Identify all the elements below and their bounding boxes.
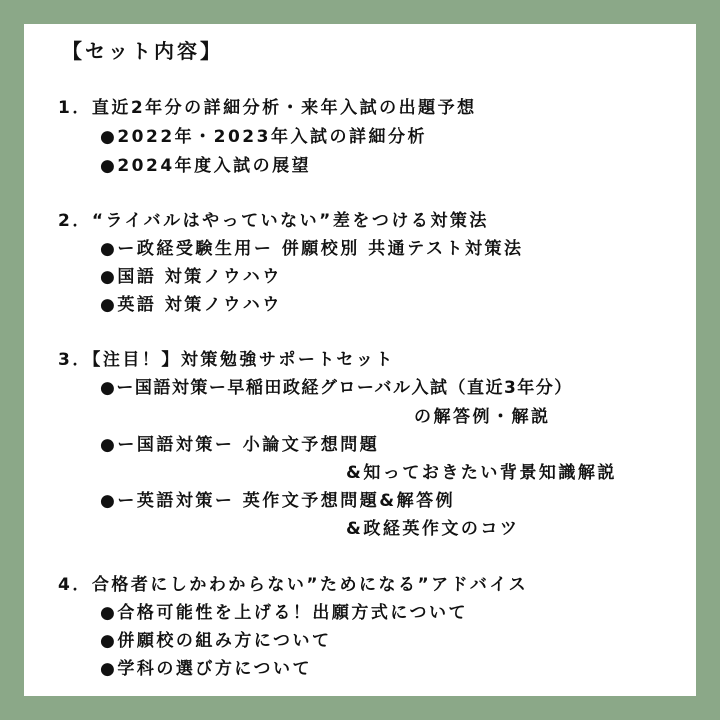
list-item: ●2022年・2023年入試の詳細分析 bbox=[100, 127, 427, 147]
section-2-heading: 2．“ライバルはやっていない”差をつける対策法 bbox=[58, 211, 489, 231]
list-item-continuation: の解答例・解説 bbox=[414, 407, 551, 427]
section-4-heading: 4．合格者にしかわからない”ためになる”アドバイス bbox=[58, 575, 529, 595]
section-3-heading: 3．【注目！】対策勉強サポートセット bbox=[58, 350, 395, 370]
list-item: ●ー国語対策ー 小論文予想問題 bbox=[100, 435, 380, 455]
list-item: ●併願校の組み方について bbox=[100, 631, 332, 651]
list-item: ●国語 対策ノウハウ bbox=[100, 267, 282, 287]
list-item: ●ー英語対策ー 英作文予想問題&解答例 bbox=[100, 491, 456, 511]
list-item: ●ー国語対策ー早稲田政経グローバル入試（直近3年分） bbox=[100, 378, 573, 398]
list-item: ●2024年度入試の展望 bbox=[100, 156, 312, 176]
section-1-heading: 1．直近2年分の詳細分析・来年入試の出題予想 bbox=[58, 98, 477, 118]
list-item: ●合格可能性を上げる！出願方式について bbox=[100, 603, 468, 623]
list-item: ●英語 対策ノウハウ bbox=[100, 295, 282, 315]
list-item: ●ー政経受験生用ー 併願校別 共通テスト対策法 bbox=[100, 239, 524, 259]
list-item-continuation: &政経英作文のコツ bbox=[346, 519, 520, 539]
list-item-continuation: &知っておきたい背景知識解説 bbox=[346, 463, 617, 483]
page-title: 【セット内容】 bbox=[62, 39, 223, 63]
list-item: ●学科の選び方について bbox=[100, 659, 312, 679]
